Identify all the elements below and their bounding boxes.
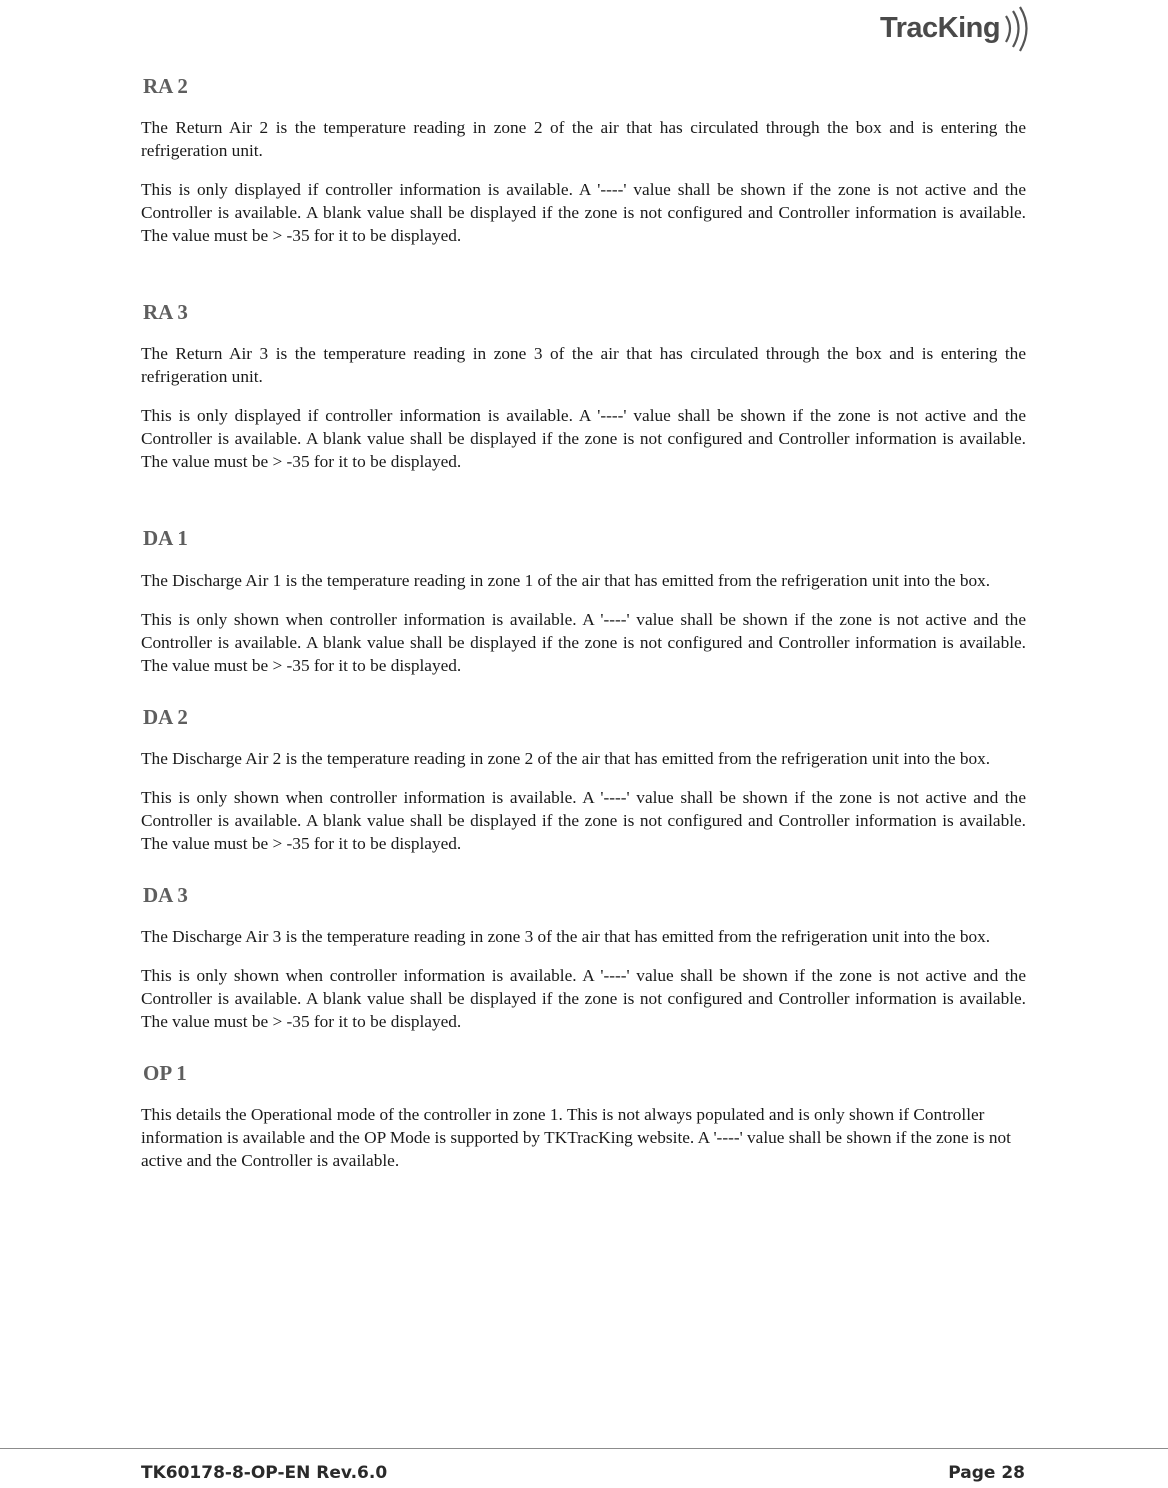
section-da-3: [141, 883, 1026, 1033]
section-paragraph: This is only displayed if controller information is available. A '----' value shall be shown if the zone is not active and the Controller is available. A blank value shall be displayed if the zone is not configured and Controller information is available. The value must be > -35 for it to be displayed.: [141, 180, 1026, 246]
section-paragraph: The Return Air 3 is the temperature reading in zone 3 of the air that has circulated through the box and is entering the refrigeration unit.: [141, 344, 1026, 387]
footer-page-number: Page 28: [948, 1463, 1025, 1483]
section-paragraph: The Return Air 2 is the temperature reading in zone 2 of the air that has circulated through the box and is entering the refrigeration unit.: [141, 118, 1026, 161]
section-heading: RA 3: [143, 300, 188, 325]
section-da-2: [141, 705, 1026, 855]
section-paragraph: The Discharge Air 3 is the temperature reading in zone 3 of the air that has emitted from the refrigeration unit into the box.: [141, 926, 991, 946]
document-body: [141, 70, 1026, 1188]
section-paragraph: This details the Operational mode of the controller in zone 1. This is not always populated and is only shown if Controller information is available and the OP Mode is supported by TKTracKing website. A '----' value shall be shown if the zone is not active and the Controller is available.: [141, 1105, 1011, 1171]
section-heading: DA 3: [143, 882, 188, 907]
section-op-1: [141, 1061, 1026, 1172]
section-da-1: [141, 526, 1026, 676]
section-ra-2: [141, 74, 1026, 247]
section-heading: OP 1: [143, 1060, 187, 1085]
section-heading: DA 2: [143, 704, 188, 729]
footer-divider: [0, 1448, 1168, 1449]
section-paragraph: This is only displayed if controller information is available. A '----' value shall be shown if the zone is not active and the Controller is available. A blank value shall be displayed if the zone is not configured and Controller information is available. The value must be > -35 for it to be displayed.: [141, 406, 1026, 472]
section-paragraph: This is only shown when controller information is available. A '----' value shall be shown if the zone is not active and the Controller is available. A blank value shall be displayed if the zone is not configured and Controller information is available. The value must be > -35 for it to be displayed.: [141, 787, 1026, 853]
signal-arcs-icon: [1002, 6, 1028, 52]
section-paragraph: The Discharge Air 1 is the temperature reading in zone 1 of the air that has emitted from the refrigeration unit into the box.: [141, 570, 991, 590]
section-heading: DA 1: [143, 526, 188, 551]
section-heading: RA 2: [143, 74, 188, 98]
section-paragraph: This is only shown when controller information is available. A '----' value shall be shown if the zone is not active and the Controller is available. A blank value shall be displayed if the zone is not configured and Controller information is available. The value must be > -35 for it to be displayed.: [141, 609, 1026, 675]
section-ra-3: [141, 300, 1026, 473]
logo-text: TracKing: [880, 12, 1001, 44]
section-paragraph: The Discharge Air 2 is the temperature reading in zone 2 of the air that has emitted from the refrigeration unit into the box.: [141, 748, 991, 768]
footer-document-id: TK60178-8-OP-EN Rev.6.0: [141, 1463, 388, 1483]
section-paragraph: This is only shown when controller information is available. A '----' value shall be shown if the zone is not active and the Controller is available. A blank value shall be displayed if the zone is not configured and Controller information is available. The value must be > -35 for it to be displayed.: [141, 965, 1026, 1031]
tracking-logo: [880, 6, 1030, 52]
